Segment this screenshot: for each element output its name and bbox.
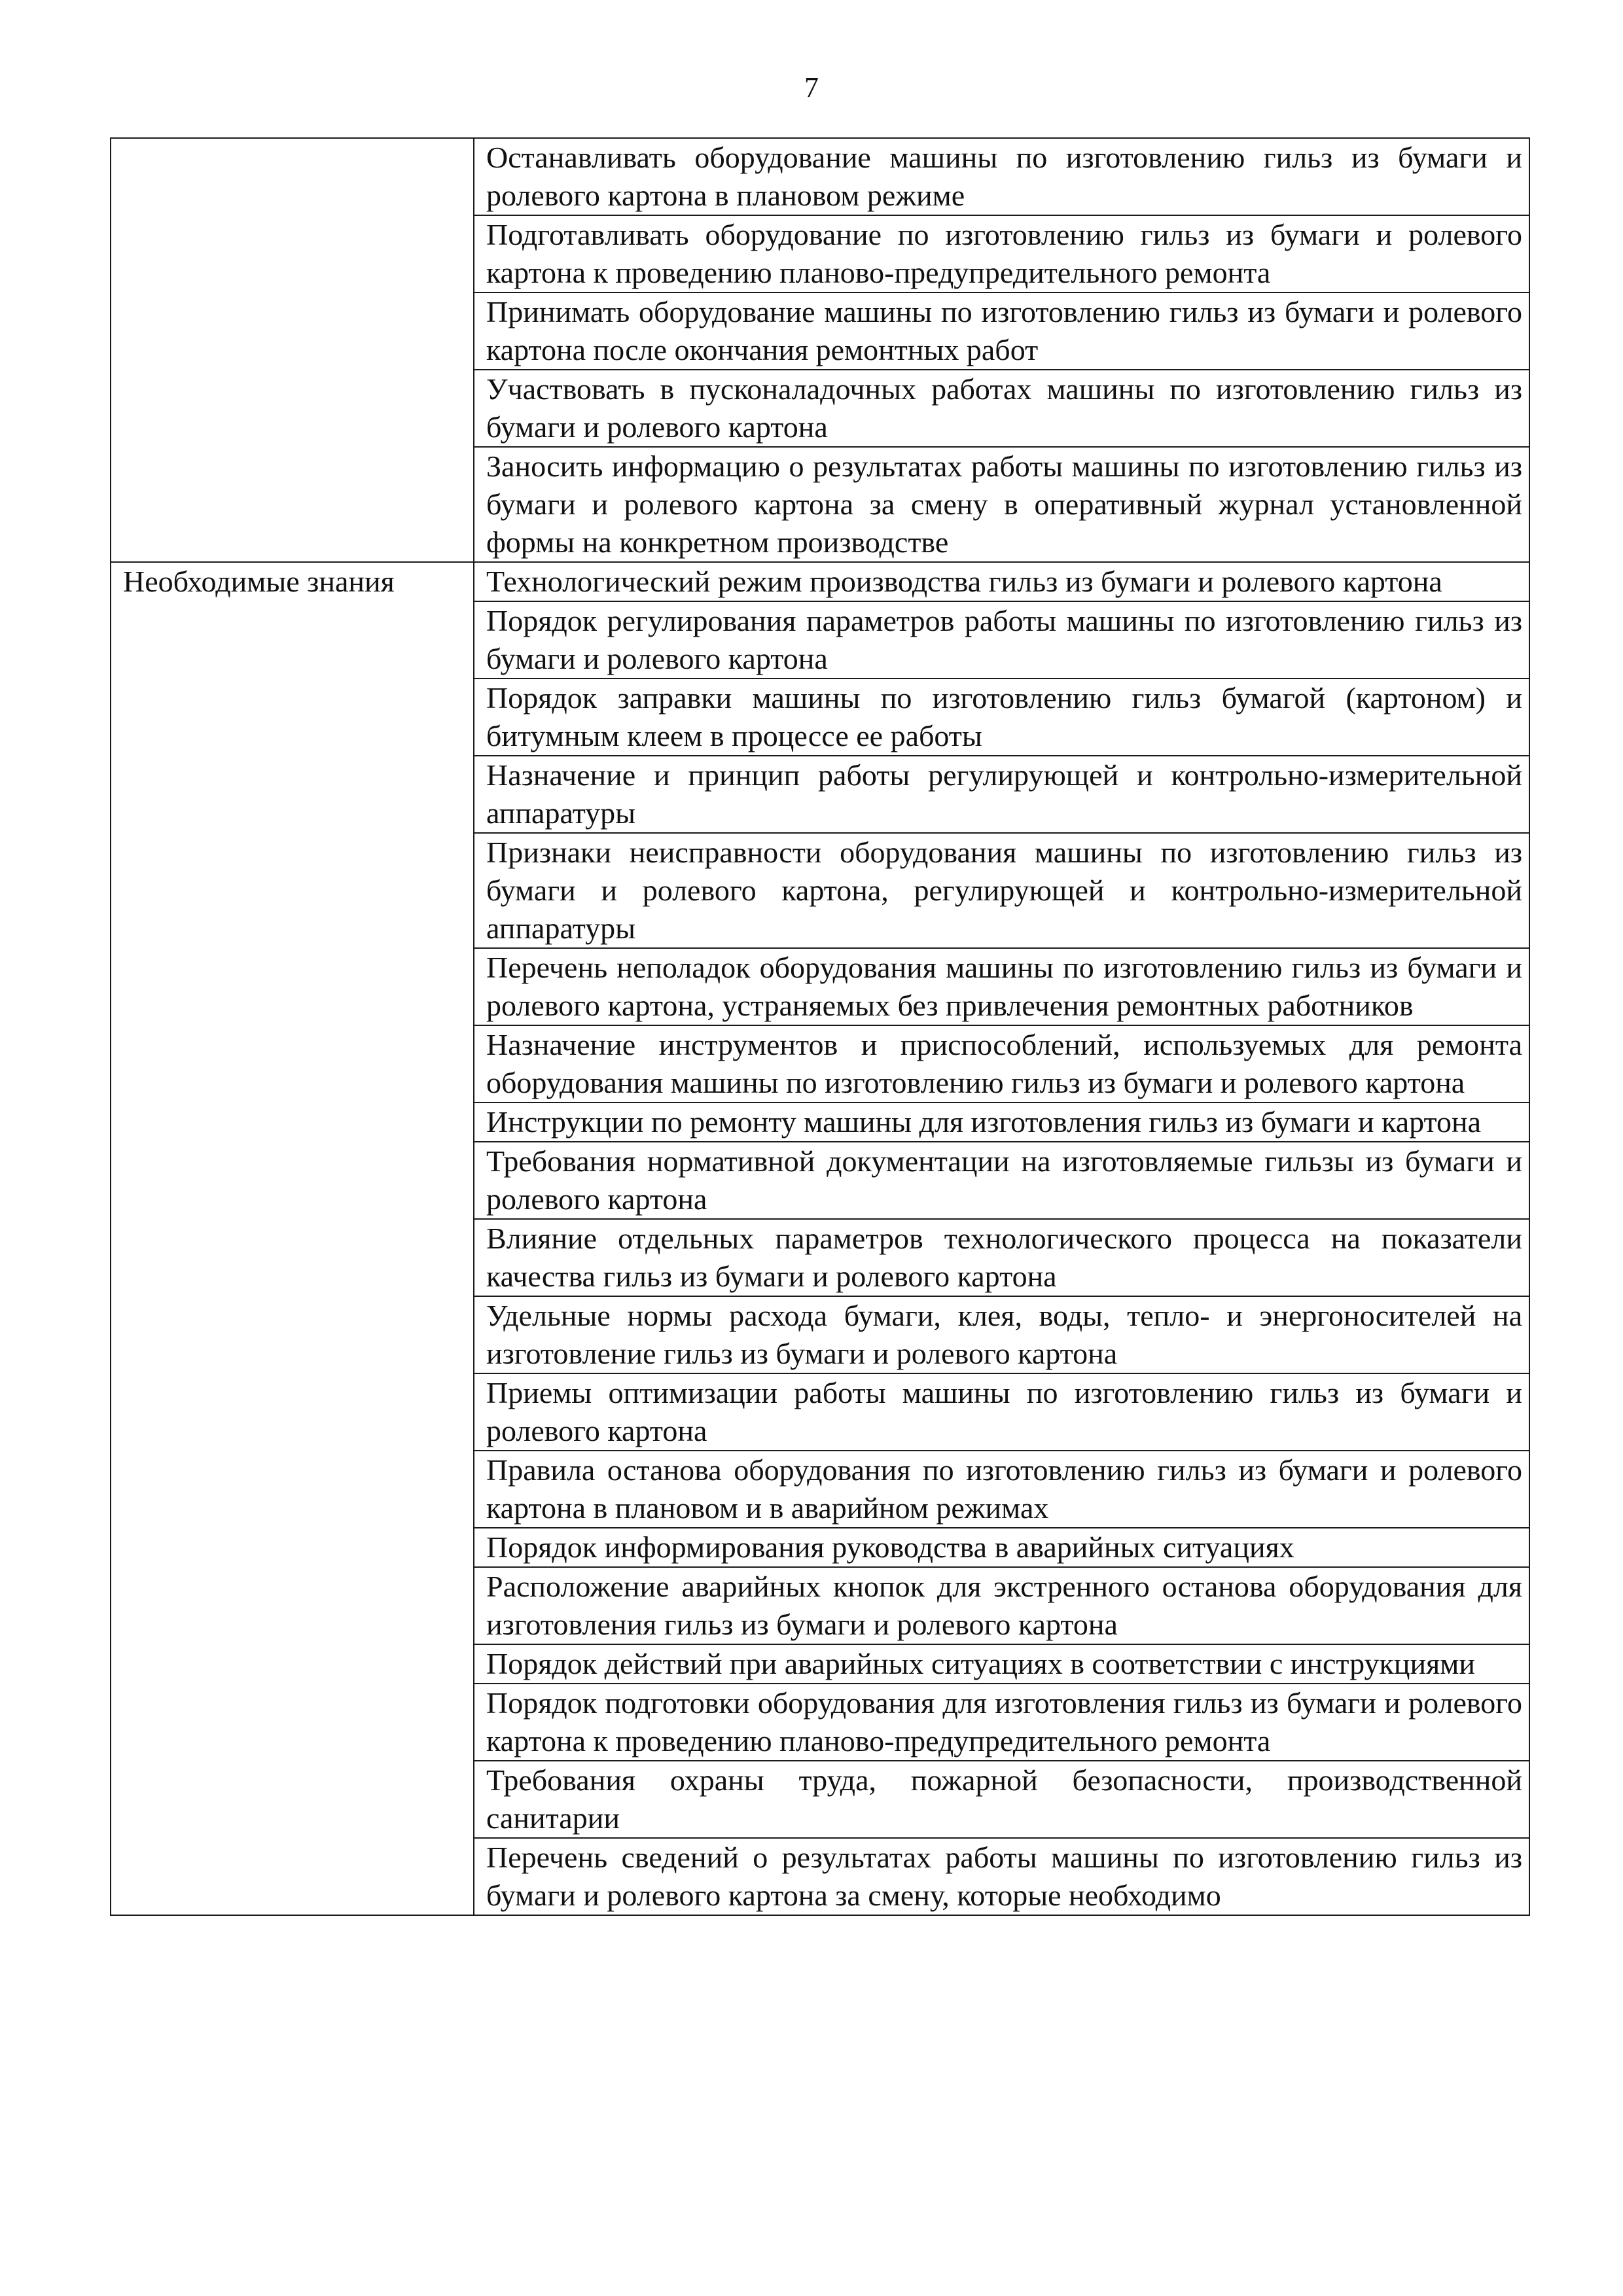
competency-table [110,137,1530,1916]
table-cell: Перечень неполадок оборудования машины по изготовлению гильз из бумаги и ролевого картона, устраняемых без привлечения ремонтных работников [474,948,1529,1025]
table-cell: Порядок информирования руководства в аварийных ситуациях [474,1528,1529,1567]
table-cell: Расположение аварийных кнопок для экстренного останова оборудования для изготовления гильз из бумаги и ролевого картона [474,1567,1529,1644]
page-number: 7 [804,71,819,103]
table-cell: Приемы оптимизации работы машины по изготовлению гильз из бумаги и ролевого картона [474,1373,1529,1451]
table-cell: Технологический режим производства гильз из бумаги и ролевого картона [474,562,1529,601]
section-label-required-knowledge: Необходимые знания [111,562,474,1915]
table-cell: Требования нормативной документации на изготовляемые гильзы из бумаги и ролевого картона [474,1142,1529,1219]
table-cell: Порядок действий при аварийных ситуациях в соответствии с инструкциями [474,1644,1529,1684]
table-cell: Заносить информацию о результатах работы машины по изготовлению гильз из бумаги и ролевого картона за смену в оперативный журнал установленной формы на конкретном производстве [474,447,1529,562]
table-cell: Порядок регулирования параметров работы машины по изготовлению гильз из бумаги и ролевого картона [474,601,1529,679]
table-cell: Влияние отдельных параметров технологического процесса на показатели качества гильз из бумаги и ролевого картона [474,1219,1529,1296]
table-cell: Назначение инструментов и приспособлений, используемых для ремонта оборудования машины по изготовлению гильз из бумаги и ролевого картона [474,1025,1529,1103]
table-cell: Удельные нормы расхода бумаги, клея, воды, тепло- и энергоносителей на изготовление гильз из бумаги и ролевого картона [474,1296,1529,1373]
table-cell: Принимать оборудование машины по изготовлению гильз из бумаги и ролевого картона после окончания ремонтных работ [474,292,1529,370]
table-cell: Подготавливать оборудование по изготовлению гильз из бумаги и ролевого картона к проведению планово-предупредительного ремонта [474,215,1529,292]
table-cell: Инструкции по ремонту машины для изготовления гильз из бумаги и картона [474,1103,1529,1142]
table-cell: Требования охраны труда, пожарной безопасности, производственной санитарии [474,1761,1529,1838]
table-cell: Правила останова оборудования по изготовлению гильз из бумаги и ролевого картона в плановом и в аварийном режимах [474,1451,1529,1528]
table-cell: Порядок заправки машины по изготовлению гильз бумагой (картоном) и битумным клеем в процессе ее работы [474,679,1529,756]
table-cell: Назначение и принцип работы регулирующей и контрольно-измерительной аппаратуры [474,756,1529,833]
table-cell: Участвовать в пусконаладочных работах машины по изготовлению гильз из бумаги и ролевого картона [474,370,1529,447]
table-cell: Перечень сведений о результатах работы машины по изготовлению гильз из бумаги и ролевого картона за смену, которые необходимо [474,1838,1529,1915]
table-cell: Останавливать оборудование машины по изготовлению гильз из бумаги и ролевого картона в плановом режиме [474,138,1529,215]
table-row [111,562,1529,601]
section-label [111,138,474,562]
table-cell: Признаки неисправности оборудования машины по изготовлению гильз из бумаги и ролевого картона, регулирующей и контрольно-измерительной аппаратуры [474,833,1529,948]
table-cell: Порядок подготовки оборудования для изготовления гильз из бумаги и ролевого картона к проведению планово-предупредительного ремонта [474,1684,1529,1761]
table-row [111,138,1529,215]
